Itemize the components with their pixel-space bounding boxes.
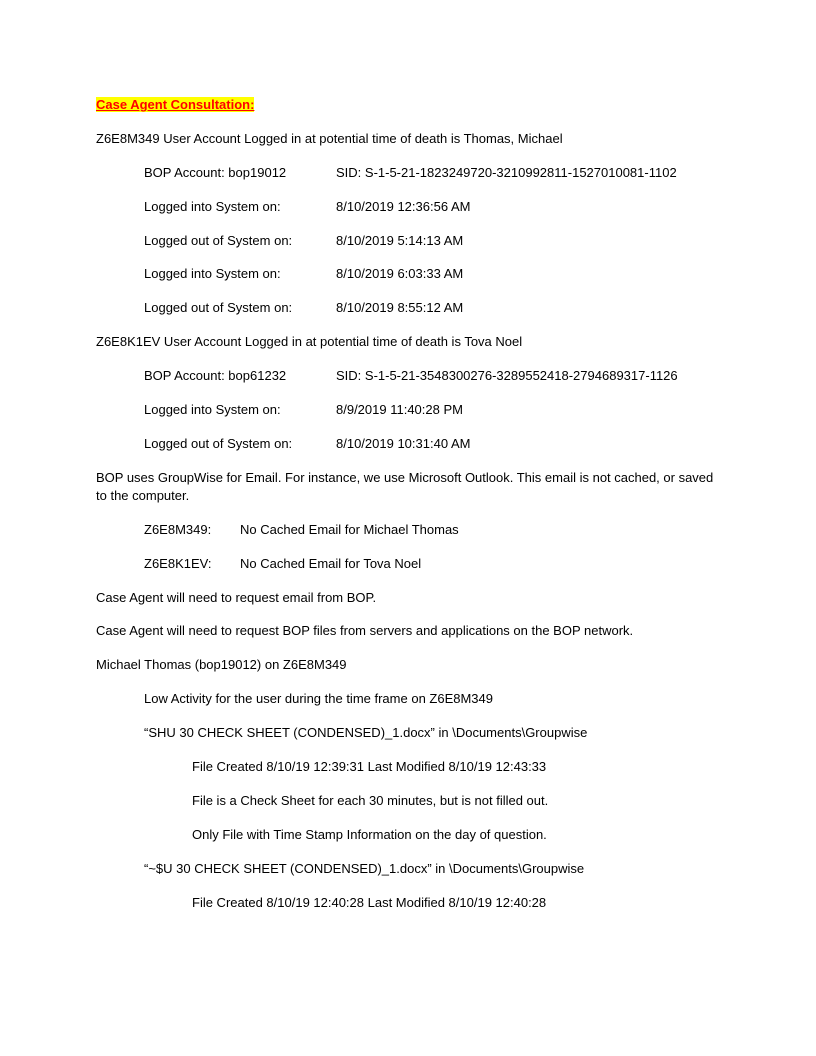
account2-row-label: Logged out of System on: xyxy=(144,436,293,451)
account2-row-value: 8/10/2019 10:31:40 AM xyxy=(336,436,471,451)
account2-intro: Z6E8K1EV User Account Logged in at potential time of death is Tova Noel xyxy=(96,334,523,349)
email-row-label: Z6E8K1EV: xyxy=(144,556,212,571)
request-files-text: Case Agent will need to request BOP files from servers and applications on the BOP network. xyxy=(96,623,634,638)
account1-row-label: Logged into System on: xyxy=(144,199,281,214)
file2-name: “~$U 30 CHECK SHEET (CONDENSED)_1.docx” in \Documents\Groupwise xyxy=(144,861,585,876)
thomas-section-header: Michael Thomas (bop19012) on Z6E8M349 xyxy=(96,657,347,672)
account1-row-label: Logged into System on: xyxy=(144,266,281,281)
file1-note: Only File with Time Stamp Information on the day of question. xyxy=(192,827,547,842)
account2-bop-account: BOP Account: bop61232 xyxy=(144,368,287,383)
account1-row-label: Logged out of System on: xyxy=(144,233,293,248)
email-row-value: No Cached Email for Michael Thomas xyxy=(240,522,459,537)
account2-row-label: Logged into System on: xyxy=(144,402,281,417)
file1-times: File Created 8/10/19 12:39:31 Last Modified 8/10/19 12:43:33 xyxy=(192,759,547,774)
account1-sid: SID: S-1-5-21-1823249720-3210992811-1527010081-1102 xyxy=(336,165,677,180)
account1-intro: Z6E8M349 User Account Logged in at potential time of death is Thomas, Michael xyxy=(96,131,563,146)
low-activity-text: Low Activity for the user during the time frame on Z6E8M349 xyxy=(144,691,494,706)
account1-row-label: Logged out of System on: xyxy=(144,300,293,315)
account1-row-value: 8/10/2019 6:03:33 AM xyxy=(336,266,464,281)
account1-row-value: 8/10/2019 5:14:13 AM xyxy=(336,233,464,248)
email-row-value: No Cached Email for Tova Noel xyxy=(240,556,422,571)
request-email-text: Case Agent will need to request email from BOP. xyxy=(96,590,377,605)
account1-row-value: 8/10/2019 12:36:56 AM xyxy=(336,199,471,214)
file1-name: “SHU 30 CHECK SHEET (CONDENSED)_1.docx” in \Documents\Groupwise xyxy=(144,725,588,740)
file2-times: File Created 8/10/19 12:40:28 Last Modified 8/10/19 12:40:28 xyxy=(192,895,547,910)
page-heading: Case Agent Consultation: xyxy=(96,97,255,112)
email-row-label: Z6E8M349: xyxy=(144,522,212,537)
email-paragraph: BOP uses GroupWise for Email. For instance, we use Microsoft Outlook. This email is not cached, or saved to the computer. xyxy=(96,470,714,503)
account1-row-value: 8/10/2019 8:55:12 AM xyxy=(336,300,464,315)
account1-bop-account: BOP Account: bop19012 xyxy=(144,165,287,180)
account2-row-value: 8/9/2019 11:40:28 PM xyxy=(336,402,463,417)
file1-note: File is a Check Sheet for each 30 minutes, but is not filled out. xyxy=(192,793,549,808)
account2-sid: SID: S-1-5-21-3548300276-3289552418-2794689317-1126 xyxy=(336,368,678,383)
